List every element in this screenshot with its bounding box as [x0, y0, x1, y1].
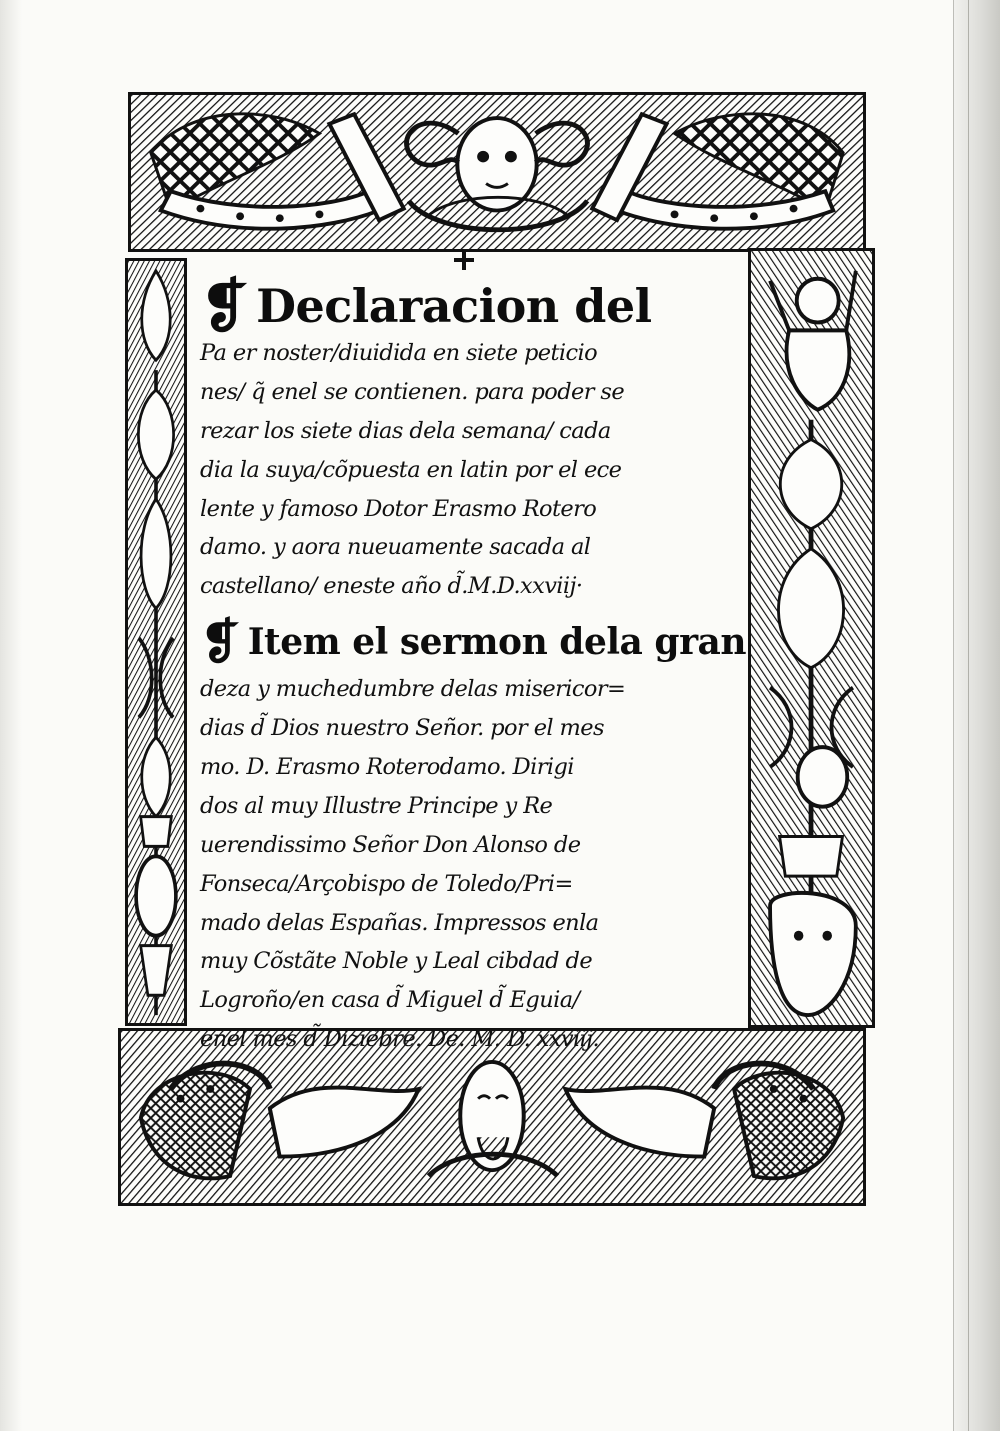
ornament-cross-icon [452, 248, 476, 272]
text-line: damo. y aora nueuamente sacada al [200, 534, 591, 561]
text-line: castellano/ eneste año d̃.M.D.xxviij· [200, 573, 583, 600]
left-woodcut-border [125, 258, 187, 1026]
description-paragraph [200, 334, 735, 606]
text-line: uerendissimo Señor Don Alonso de [200, 831, 581, 858]
text-line: nes/ q̃ enel se contienen. para poder se [200, 378, 625, 405]
top-woodcut-border [128, 92, 866, 252]
text-line: dia la suya/cõpuesta en latin por el ece [200, 456, 622, 483]
title-heading [200, 272, 735, 340]
item-heading-text: Item el sermon dela gran [247, 621, 747, 664]
title-page-text [200, 272, 747, 1059]
text-line: enel mes d̃ Diziẽbre. De. M. D. xxviij. [200, 1026, 600, 1053]
text-line: mo. D. Erasmo Roterodamo. Dirigi [200, 754, 574, 781]
text-line: muy Cõstãte Noble y Leal cibdad de [200, 948, 593, 975]
pilcrow-mark: ❡ [200, 614, 240, 671]
text-line: dos al muy Illustre Principe y Re [200, 792, 553, 819]
next-page-edge [953, 0, 1000, 1431]
right-woodcut-border [748, 248, 875, 1028]
text-line: Fonseca/Arçobispo de Toledo/Pri= [200, 870, 573, 897]
text-line: Pa er noster/diuidida en siete peticio [200, 340, 598, 366]
text-line: deza y muchedumbre delas misericor= [200, 676, 626, 703]
text-line: dias d̃ Dios nuestro Señor. por el mes [200, 715, 604, 742]
text-line: Logroño/en casa d̃ Miguel d̃ Eguia/ [200, 987, 580, 1014]
text-line: rezar los siete dias dela semana/ cada [200, 417, 611, 444]
text-line: mado delas Españas. Impressos enla [200, 909, 599, 936]
title-text: Declaracion del [256, 279, 652, 333]
text-line: lente y famoso Dotor Erasmo Rotero [200, 495, 597, 522]
item-heading [200, 614, 747, 671]
pilcrow-mark: ❡ [200, 272, 249, 340]
colophon-paragraph [200, 670, 735, 1059]
